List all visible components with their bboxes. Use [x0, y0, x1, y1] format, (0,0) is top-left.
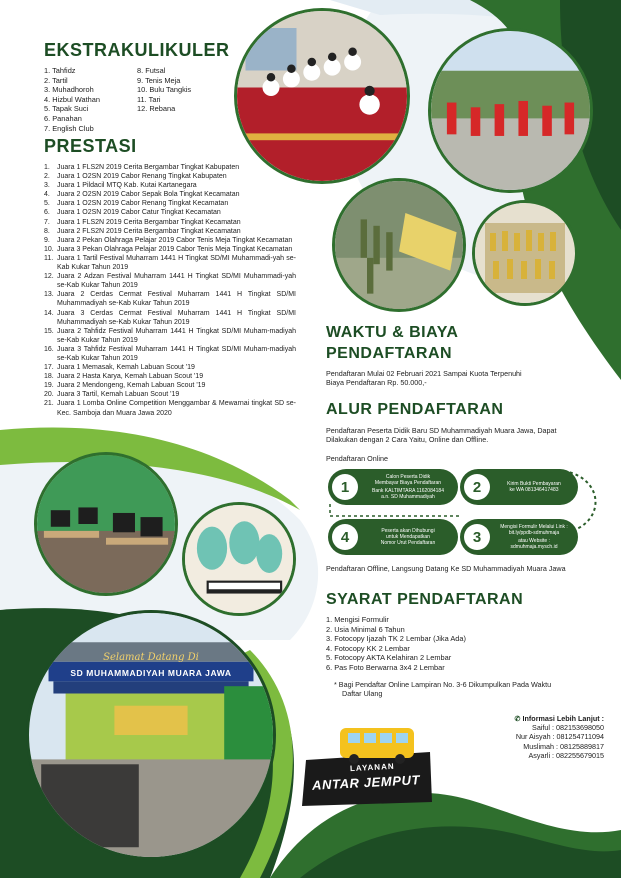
badge-line1: LAYANAN: [349, 761, 395, 774]
list-item-number: 10.: [44, 245, 54, 253]
contact-person: Muslimah : 08125889817: [523, 741, 604, 751]
step-number: 1: [332, 474, 358, 500]
list-item: [44, 390, 296, 399]
badge-line2: ANTAR JEMPUT: [311, 772, 421, 793]
list-item: [44, 290, 296, 308]
list-item: [44, 309, 296, 327]
list-item: 5. Fotocopy AKTA Kelahiran 2 Lembar: [326, 653, 452, 663]
list-item: [44, 181, 296, 190]
syarat-note: [334, 680, 551, 698]
list-item: [44, 218, 296, 227]
list-item: [44, 254, 296, 272]
list-item: [44, 245, 296, 254]
list-item: [44, 363, 296, 372]
waktu-title-line1: WAKTU & BIAYA: [326, 324, 459, 341]
phone-icon: ✆: [514, 714, 521, 723]
list-item-text: Juara 1 Tartil Festival Muharram 1441 H Tingkat SD/MI Muhammadi-yah se-Kab Kukar Tahun 2019: [57, 254, 296, 272]
list-item-text: Juara 2 Tahfidz Festival Muharram 1441 H Tingkat SD/MI Muham-madiyah se-Kab Kukar Tahun 2019: [57, 327, 296, 344]
contact-title: Informasi Lebih Lanjut :: [522, 714, 604, 723]
list-item: [44, 172, 296, 181]
step-number: 4: [332, 524, 358, 550]
list-item: [44, 399, 296, 417]
list-item-number: 2.: [44, 173, 50, 181]
photo-school-building: [26, 610, 276, 860]
list-item: 1. Tahfidz: [44, 66, 76, 75]
step-text: [358, 528, 458, 546]
prestasi-title: PRESTASI: [44, 136, 137, 156]
list-item-number: 4.: [44, 191, 50, 199]
step-line: atau Website :: [518, 538, 550, 544]
waktu-line2: Biaya Pendaftaran Rp. 50.000,-: [326, 378, 427, 388]
school-sign-greeting: Selamat Datang Di: [103, 652, 199, 663]
ekstrakurikuler-title: EKSTRAKULIKULER: [44, 40, 230, 60]
list-item-number: 12.: [44, 273, 54, 281]
list-item-number: 13.: [44, 291, 54, 299]
list-item-text: Juara 1 O2SN 2019 Cabor Renang Tingkat Kecamatan: [57, 200, 229, 208]
list-item: 12. Rebana: [137, 104, 176, 114]
photo-students-praying: [234, 8, 410, 184]
list-item-number: 1.: [44, 164, 50, 171]
list-item: 6. Panahan: [44, 113, 82, 123]
list-item: 6. Pas Foto Berwarna 3x4 2 Lembar: [326, 662, 445, 672]
photo-keyboard-music: [182, 502, 296, 616]
list-item-text: Juara 3 Cerdas Cermat Festival Muharram 1441 H Tingkat SD/MI Muhammadiyah se-Kab Kukar Tahun 2019: [57, 309, 296, 326]
step-text: [490, 481, 578, 493]
list-item-text: Juara 2 FLS2N 2019 Cerita Bergambar Tingkat Kecamatan: [57, 227, 241, 235]
photo-computer-lab: [34, 452, 178, 596]
list-item-number: 17.: [44, 364, 54, 372]
step-line: Peserta akan Dihubungi: [381, 528, 435, 534]
list-item-text: Juara 1 FLS2N 2019 Cerita Bergambar Tingkat Kabupaten: [57, 164, 240, 171]
alur-intro-line2: Dilakukan dengan 2 Cara Yaitu, Online dan Offline.: [326, 435, 489, 445]
syarat-note-line1: * Bagi Pendaftar Online Lampiran No. 3-6 Dikumpulkan Pada Waktu: [334, 680, 552, 689]
list-item: [44, 199, 296, 208]
waktu-title-line2: PENDAFTARAN: [326, 345, 453, 362]
list-item-number: 6.: [44, 209, 50, 217]
step-number: 3: [464, 524, 490, 550]
step-number: 2: [464, 474, 490, 500]
list-item-number: 18.: [44, 373, 54, 381]
list-item-number: 20.: [44, 391, 54, 399]
list-item-number: 7.: [44, 218, 50, 226]
list-item: [44, 236, 296, 245]
photo-trophies: [472, 200, 578, 306]
list-item-number: 14.: [44, 309, 54, 317]
list-item: [44, 381, 296, 390]
waktu-title: [326, 322, 458, 364]
list-item: 5. Tapak Suci: [44, 104, 89, 114]
step-line: a.n. SD Muhammadiyah: [381, 494, 435, 500]
ekstrakurikuler-list-col2: [137, 66, 191, 114]
flow-step-1: [328, 469, 458, 505]
ekstrakurikuler-list-col1: [44, 66, 100, 133]
flow-step-2: [460, 469, 578, 505]
list-item: 7. English Club: [44, 123, 94, 133]
step-line: Bank KALTIMTARA 1162084184: [372, 488, 444, 494]
prestasi-list: [44, 163, 296, 418]
photo-scouts: [332, 178, 466, 312]
list-item: [44, 190, 296, 199]
contact-person: Asyarli : 082255679015: [528, 750, 604, 760]
list-item-text: Juara 1 Memasak, Kemah Labuan Scout '19: [57, 364, 195, 372]
contact-title-row: [515, 714, 605, 723]
step-line: Membayar Biaya Pendaftaran: [374, 480, 442, 486]
list-item: [44, 327, 296, 345]
list-item: 2. Usia Minimal 6 Tahun: [326, 624, 405, 634]
photo-martial-arts: [428, 28, 593, 193]
list-item: [44, 208, 296, 217]
list-item-number: 8.: [44, 227, 50, 235]
list-item-number: 11.: [44, 254, 54, 262]
list-item-text: Juara 1 Lomba Online Competition Menggambar & Mewarnai tingkat SD se-Kec. Samboja dan Muara Jawa 2020: [57, 400, 296, 417]
step-line: Mengisi Formulir Melalui Link :: [500, 524, 568, 530]
list-item: 4. Fotocopy KK 2 Lembar: [326, 643, 410, 653]
list-item-number: 3.: [44, 182, 50, 190]
waktu-info: [326, 369, 522, 387]
list-item-text: Juara 2 Adzan Festival Muharram 1441 H Tingkat SD/MI Muhammadi-yah se-Kab Kukar Tahun 2019: [57, 273, 296, 290]
list-item-text: Juara 1 FLS2N 2019 Cerita Bergambar Tingkat Kecamatan: [57, 218, 241, 226]
alur-title: ALUR PENDAFTARAN: [326, 401, 504, 418]
contact-person: Saiful : 082153698050: [532, 723, 604, 733]
list-item: [44, 372, 296, 381]
step-text: [358, 474, 458, 500]
flow-step-3: [460, 519, 578, 555]
syarat-list: [326, 615, 466, 673]
step-line: Calon Peserta Didik: [385, 474, 431, 480]
list-item: [44, 163, 296, 172]
list-item: 3. Muhadhoroh: [44, 85, 94, 95]
list-item-number: 5.: [44, 200, 50, 208]
syarat-note-line2: Daftar Ulang: [342, 689, 383, 699]
flow-step-4: [328, 519, 458, 555]
step-text: [490, 524, 578, 550]
list-item: [44, 227, 296, 236]
list-item: 11. Tari: [137, 94, 161, 104]
step-line: untuk Mendapatkan: [386, 534, 430, 540]
syarat-title: SYARAT PENDAFTARAN: [326, 591, 524, 608]
step-line: Nomor Urut Pendaftaran: [380, 540, 436, 546]
list-item-text: Juara 1 O2SN 2019 Cabor Catur Tingkat Kecamatan: [57, 209, 221, 217]
list-item-number: 16.: [44, 345, 54, 353]
contact-block: [515, 714, 605, 760]
list-item-text: Juara 2 Pekan Olahraga Pelajar 2019 Cabor Tenis Meja Tingkat Kecamatan: [57, 236, 293, 244]
alur-offline: Pendaftaran Offline, Langsung Datang Ke SD Muhammadiyah Muara Jawa: [326, 564, 566, 573]
list-item-number: 9.: [44, 236, 50, 244]
list-item: 3. Fotocopy Ijazah TK 2 Lembar (Jika Ada): [326, 634, 466, 644]
list-item-number: 15.: [44, 327, 54, 335]
list-item-text: Juara 2 Mendongeng, Kemah Labuan Scout '19: [57, 382, 206, 390]
list-item-text: Juara 3 Tartil, Kemah Labuan Scout '19: [57, 391, 180, 399]
alur-intro: [326, 426, 557, 444]
list-item-text: Juara 1 O2SN 2019 Cabor Renang Tingkat Kabupaten: [57, 173, 227, 181]
waktu-line1: Pendaftaran Mulai 02 Februari 2021 Sampai Kuota Terpenuhi: [326, 369, 522, 378]
list-item-text: Juara 2 Cerdas Cermat Festival Muharram 1441 H Tingkat SD/MI Muhammadiyah se-Kab Kukar Tahun 2019: [57, 291, 296, 308]
alur-intro-line1: Pendaftaran Peserta Didik Baru SD Muhammadiyah Muara Jawa, Dapat: [326, 426, 557, 435]
school-sign-name: SD MUHAMMADIYAH MUARA JAWA: [70, 668, 232, 678]
list-item-text: Juara 3 Pekan Olahraga Pelajar 2019 Cabor Tenis Meja Tingkat Kecamatan: [57, 245, 293, 253]
list-item-number: 19.: [44, 382, 54, 390]
step-line: sdmuhmaja.mysch.id: [510, 544, 558, 550]
alur-online-label: Pendaftaran Online: [326, 454, 388, 463]
step-line: Kirim Bukti Pembayaran: [507, 481, 561, 487]
list-item: 10. Bulu Tangkis: [137, 85, 192, 95]
step-line: bit.ly/ppdb-sdmuhmaja: [508, 530, 560, 536]
list-item: [44, 345, 296, 363]
list-item-number: 21.: [44, 400, 54, 408]
list-item: 1. Mengisi Formulir: [326, 615, 389, 624]
list-item: 4. Hizbul Wathan: [44, 94, 101, 104]
list-item-text: Juara 1 Pildacil MTQ Kab. Kutai Kartanegara: [57, 182, 197, 190]
list-item: 2. Tartil: [44, 75, 68, 85]
list-item-text: Juara 2 Hasta Karya, Kemah Labuan Scout '19: [57, 373, 204, 381]
list-item: 9. Tenis Meja: [137, 75, 181, 85]
list-item-text: Juara 3 Tahfidz Festival Muharram 1441 H Tingkat SD/MI Muham-madiyah se-Kab Kukar Tahun 2019: [57, 345, 296, 362]
list-item: [44, 272, 296, 290]
list-item: 8. Futsal: [137, 66, 166, 75]
step-line: ke WA 081346417483: [509, 487, 559, 493]
contact-person: Nur Aisyah : 081254711094: [515, 732, 604, 742]
list-item-text: Juara 2 O2SN 2019 Cabor Sepak Bola Tingkat Kecamatan: [57, 191, 240, 199]
